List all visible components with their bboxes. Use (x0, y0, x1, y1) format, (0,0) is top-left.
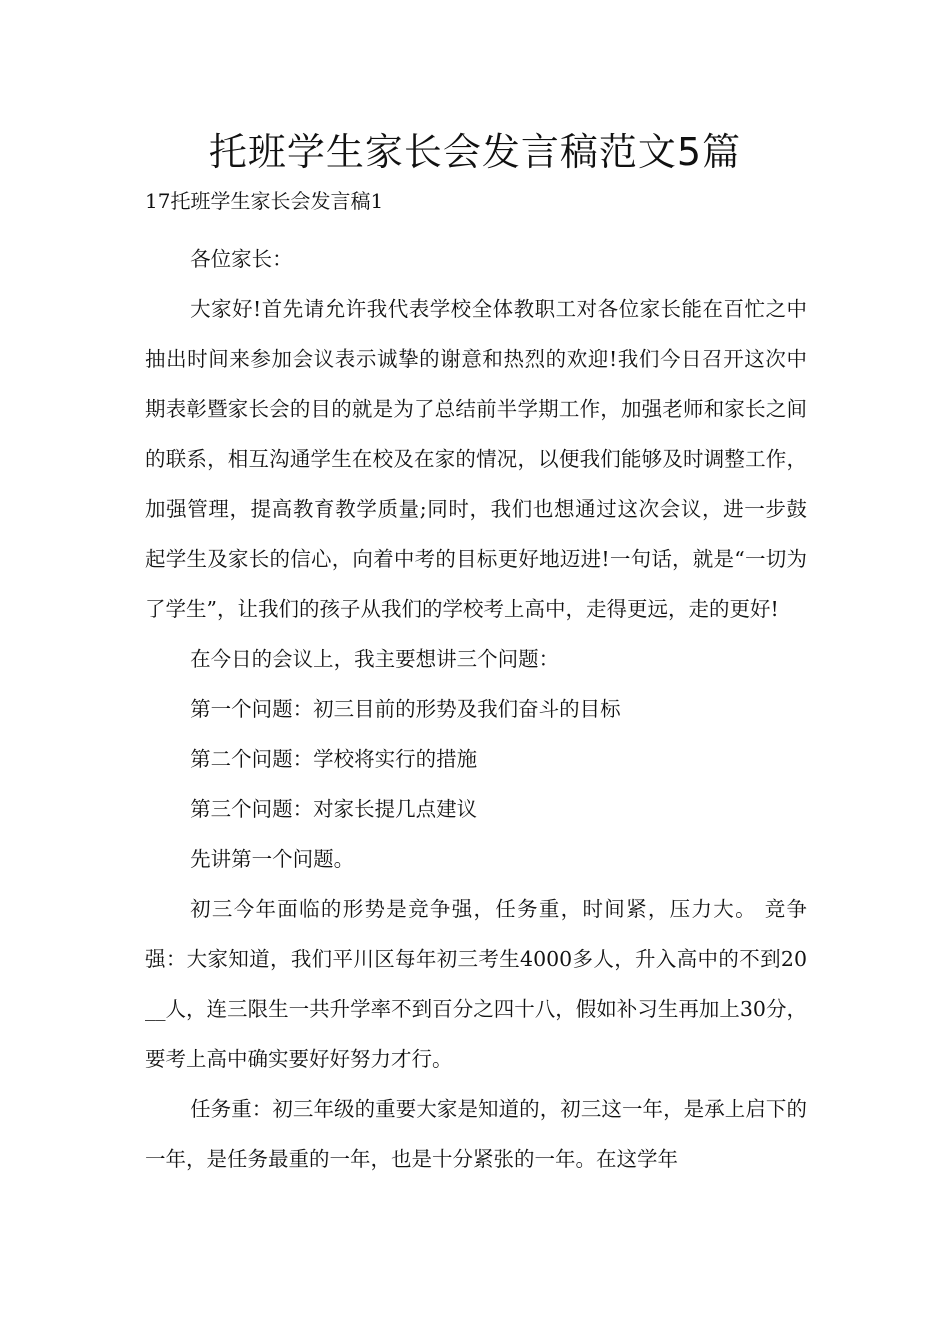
paragraph-agenda-intro: 在今日的会议上，我主要想讲三个问题： (190, 647, 560, 671)
paragraph-agenda-item-1: 第一个问题：初三目前的形势及我们奋斗的目标 (190, 697, 621, 721)
paragraph-agenda-item-2: 第二个问题：学校将实行的措施 (190, 747, 478, 771)
paragraph-agenda-item-3: 第三个问题：对家长提几点建议 (190, 797, 478, 821)
paragraph-heavy-task: 任务重：初三年级的重要大家是知道的，初三这一年，是承上启下的一年，是任务最重的一年，也是十分紧张的一年。在这学年 (145, 1097, 807, 1171)
paragraph-first-topic: 先讲第一个问题。 (190, 847, 355, 871)
document-subtitle: 17托班学生家长会发言稿1 (145, 189, 384, 213)
document-title: 托班学生家长会发言稿范文5篇 (208, 130, 742, 174)
document-body (145, 234, 807, 1184)
paragraph-situation: 初三今年面临的形势是竞争强，任务重，时间紧，压力大。 竞争强：大家知道，我们平川区每年初三考生4000多人，升入高中的不到20__人，连三限生一共升学率不到百分之四十八，假如补习生再加上30分，要考上高中确实要好好努力才行。 (145, 897, 807, 1071)
paragraph-greeting: 各位家长： (190, 247, 293, 271)
paragraph-welcome: 大家好!首先请允许我代表学校全体教职工对各位家长能在百忙之中抽出时间来参加会议表示诚挚的谢意和热烈的欢迎!我们今日召开这次中期表彰暨家长会的目的就是为了总结前半学期工作，加强老师和家长之间的联系，相互沟通学生在校及在家的情况，以便我们能够及时调整工作，加强管理，提高教育教学质量;同时，我们也想通过这次会议，进一步鼓起学生及家长的信心，向着中考的目标更好地迈进!一句话，就是“一切为了学生”，让我们的孩子从我们的学校考上高中，走得更远，走的更好! (145, 297, 807, 621)
